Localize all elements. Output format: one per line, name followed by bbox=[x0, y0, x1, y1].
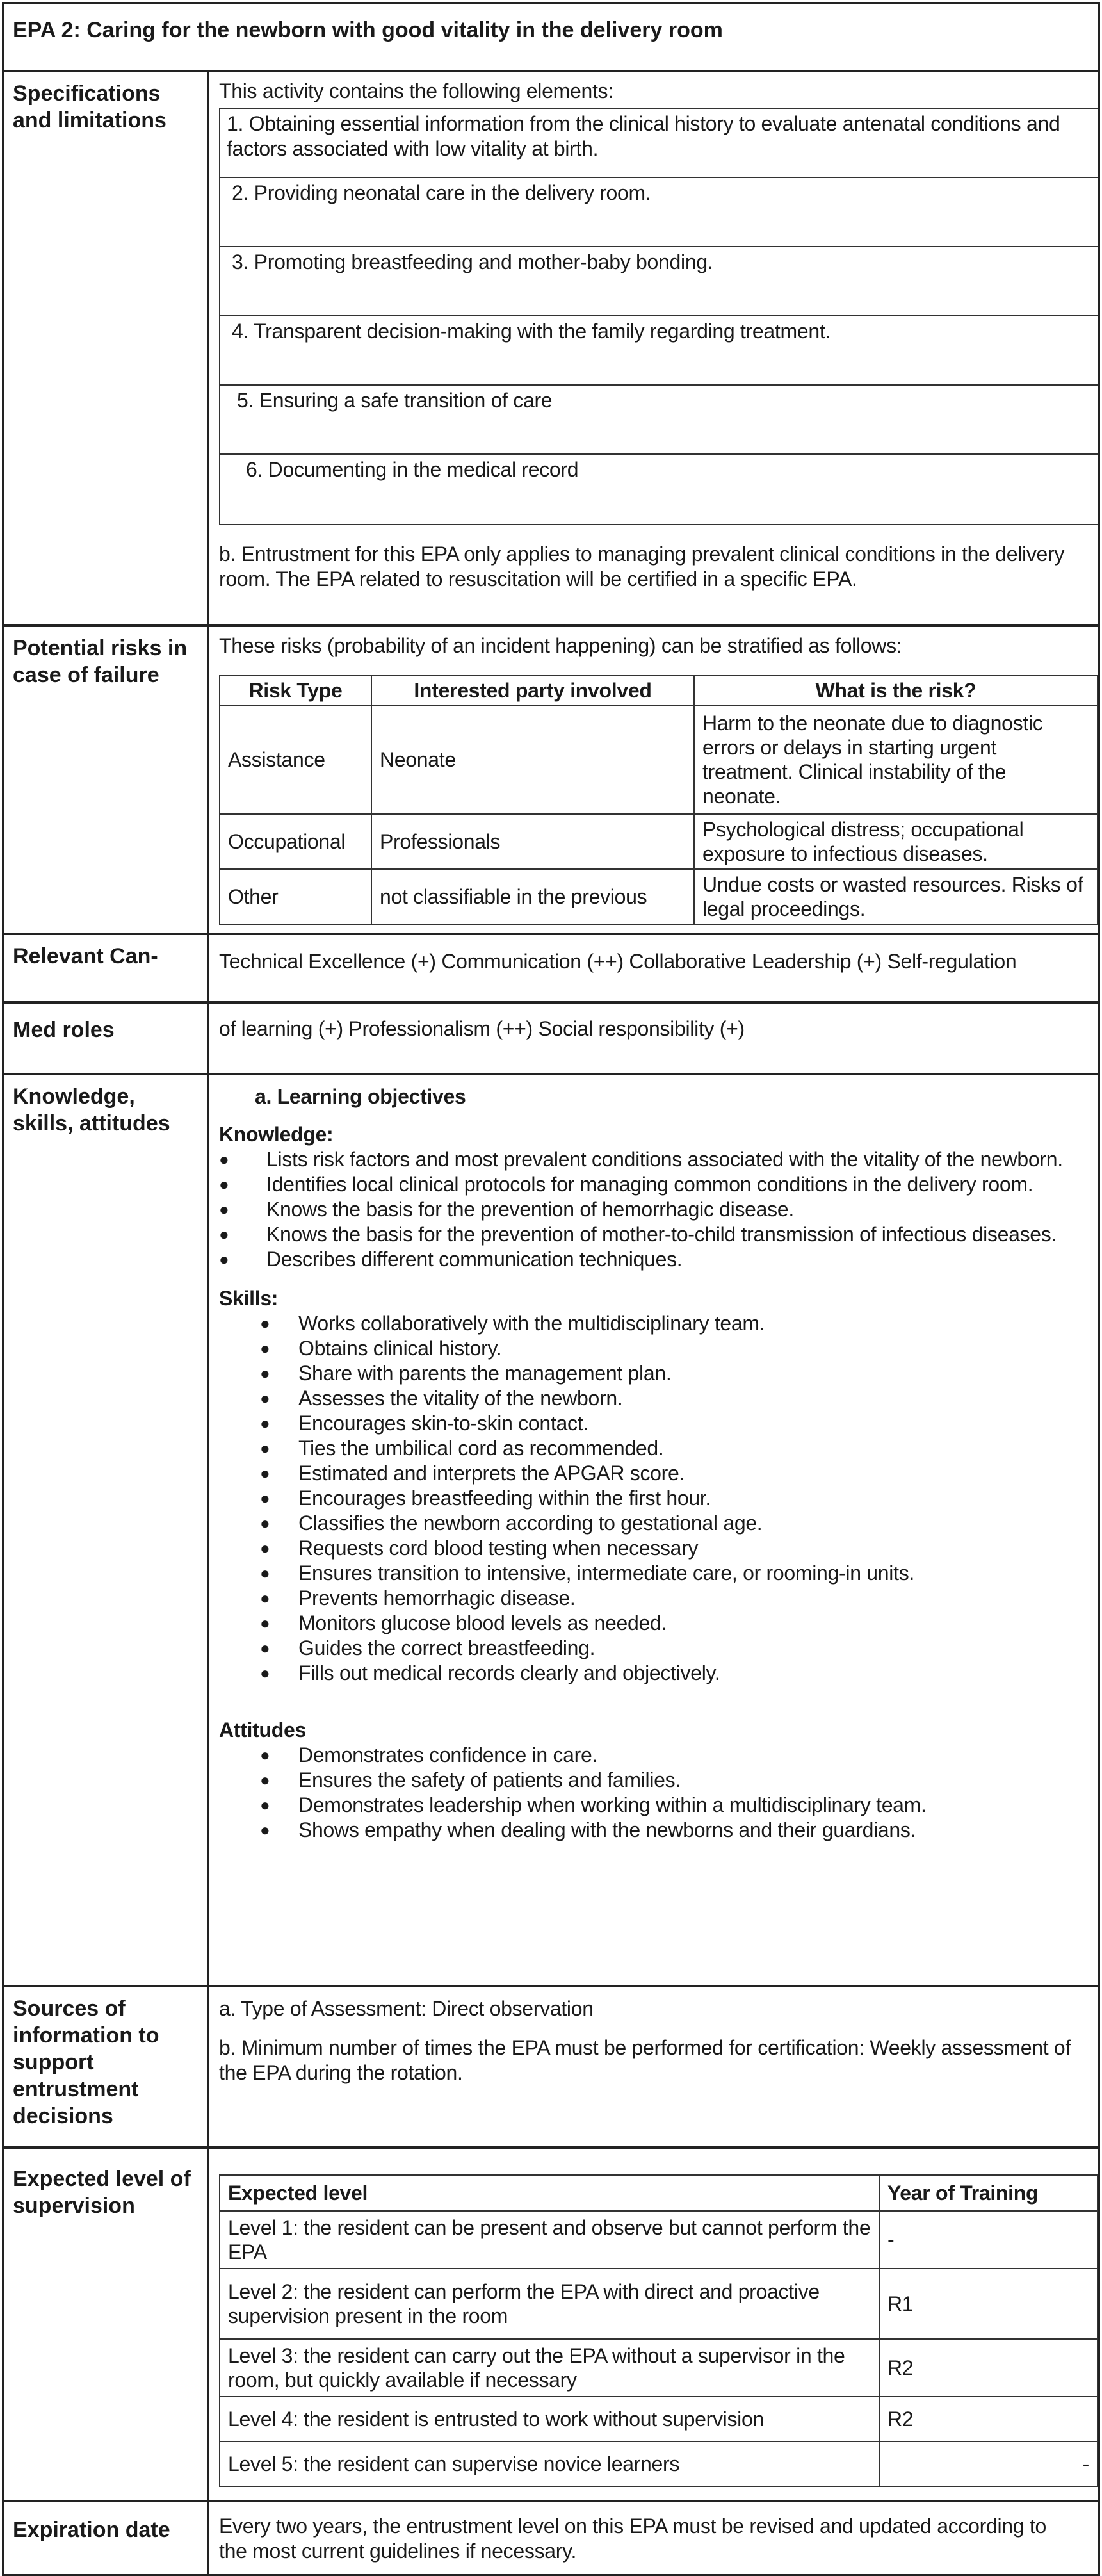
section-label: Expiration date bbox=[4, 2502, 209, 2574]
risk-cell: Psychological distress; occupational exposure to infectious diseases. bbox=[694, 814, 1098, 869]
header-cell: Risk Type bbox=[220, 676, 371, 705]
list-item: ● Shows empathy when dealing with the newborns and their guardians. bbox=[219, 1818, 1079, 1843]
element-item: 1. Obtaining essential information from the clinical history to evaluate antenatal conditions and factors associated with low vitality at birth. bbox=[220, 109, 1098, 178]
list-item: ● Describes different communication techniques. bbox=[219, 1247, 1079, 1272]
risk-cell: Undue costs or wasted resources. Risks of legal proceedings. bbox=[694, 869, 1098, 924]
section-label: Knowledge, skills, attitudes bbox=[4, 1075, 209, 1985]
level-cell: Level 3: the resident can carry out the EPA without a supervisor in the room, but quickly available if necessary bbox=[220, 2339, 879, 2397]
list-item: ● Assesses the vitality of the newborn. bbox=[219, 1386, 1079, 1411]
year-cell: R2 bbox=[879, 2397, 1098, 2441]
risk-cell: Assistance bbox=[220, 705, 371, 814]
supervision-row bbox=[220, 2397, 1098, 2441]
list-item: ● Encourages skin-to-skin contact. bbox=[219, 1411, 1079, 1436]
year-cell: - bbox=[879, 2441, 1098, 2486]
med-roles-text: of learning (+) Professionalism (++) Social responsibility (+) bbox=[219, 1017, 745, 1040]
section-label: Expected level of supervision bbox=[4, 2149, 209, 2500]
elements-list bbox=[219, 108, 1098, 525]
header-cell: Year of Training bbox=[879, 2175, 1098, 2211]
list-item: ● Classifies the newborn according to gestational age. bbox=[219, 1511, 1079, 1536]
document-title: EPA 2: Caring for the newborn with good vitality in the delivery room bbox=[4, 4, 1098, 72]
year-cell: R2 bbox=[879, 2339, 1098, 2397]
list-item: ● Demonstrates confidence in care. bbox=[219, 1743, 1079, 1768]
list-item: ● Obtains clinical history. bbox=[219, 1336, 1079, 1361]
specs-intro: This activity contains the following elements: bbox=[219, 79, 613, 102]
element-item: 5. Ensuring a safe transition of care bbox=[220, 386, 1098, 455]
list-item: ● Knows the basis for the prevention of mother-to-child transmission of infectious diseases. bbox=[219, 1222, 1079, 1247]
list-item: ● Lists risk factors and most prevalent conditions associated with the vitality of the newborn. bbox=[219, 1147, 1079, 1172]
section-sources bbox=[4, 1987, 1098, 2149]
level-cell: Level 4: the resident is entrusted to work without supervision bbox=[220, 2397, 879, 2441]
list-item: ● Ensures the safety of patients and families. bbox=[219, 1768, 1079, 1793]
level-cell: Level 1: the resident can be present and observe but cannot perform the EPA bbox=[220, 2211, 879, 2269]
level-cell: Level 2: the resident can perform the EPA with direct and proactive supervision present in the room bbox=[220, 2269, 879, 2339]
risks-intro: These risks (probability of an incident happening) can be stratified as follows: bbox=[219, 634, 902, 657]
assessment-type: a. Type of Assessment: Direct observation bbox=[219, 1997, 594, 2020]
risk-cell: not classifiable in the previous bbox=[371, 869, 694, 924]
attitudes-list bbox=[219, 1743, 1079, 1843]
list-item: ● Knows the basis for the prevention of hemorrhagic disease. bbox=[219, 1197, 1079, 1222]
supervision-row bbox=[220, 2269, 1098, 2339]
attitudes-heading: Attitudes bbox=[219, 1718, 306, 1741]
supervision-row bbox=[220, 2339, 1098, 2397]
header-cell: What is the risk? bbox=[694, 676, 1098, 705]
element-item: 4. Transparent decision-making with the family regarding treatment. bbox=[220, 316, 1098, 386]
element-item: 2. Providing neonatal care in the delivery room. bbox=[220, 178, 1098, 247]
list-item: ● Requests cord blood testing when necessary bbox=[219, 1536, 1079, 1561]
header-cell: Interested party involved bbox=[371, 676, 694, 705]
section-label: Sources of information to support entrustment decisions bbox=[4, 1987, 209, 2146]
section-supervision bbox=[4, 2149, 1098, 2502]
list-item: ● Ensures transition to intensive, intermediate care, or rooming-in units. bbox=[219, 1561, 1079, 1586]
year-cell: R1 bbox=[879, 2269, 1098, 2339]
section-risks bbox=[4, 627, 1098, 935]
header-cell: Expected level bbox=[220, 2175, 879, 2211]
section-competencies bbox=[4, 935, 1098, 1004]
section-specifications bbox=[4, 72, 1098, 627]
competencies-text: Technical Excellence (+) Communication (++) Collaborative Leadership (+) Self-regulation bbox=[219, 950, 1017, 973]
skills-list bbox=[219, 1311, 1079, 1686]
list-item: ● Identifies local clinical protocols for managing common conditions in the delivery room. bbox=[219, 1172, 1079, 1197]
list-item: ● Monitors glucose blood levels as needed. bbox=[219, 1611, 1079, 1636]
skills-heading: Skills: bbox=[219, 1287, 279, 1310]
section-label: Potential risks in case of failure bbox=[4, 627, 209, 933]
risk-cell: Professionals bbox=[371, 814, 694, 869]
risk-table bbox=[219, 675, 1098, 925]
supervision-row bbox=[220, 2211, 1098, 2269]
section-expiration bbox=[4, 2502, 1098, 2574]
supervision-row bbox=[220, 2441, 1098, 2486]
level-cell: Level 5: the resident can supervise novice learners bbox=[220, 2441, 879, 2486]
list-item: ● Guides the correct breastfeeding. bbox=[219, 1636, 1079, 1661]
list-item: ● Ties the umbilical cord as recommended. bbox=[219, 1436, 1079, 1461]
list-item: ● Share with parents the management plan. bbox=[219, 1361, 1079, 1386]
list-item: ● Fills out medical records clearly and objectively. bbox=[219, 1661, 1079, 1686]
specs-note: b. Entrustment for this EPA only applies to managing prevalent clinical conditions in the delivery room. The EPA related to resuscitation will be certified in a specific EPA. bbox=[219, 542, 1065, 591]
list-item: ● Prevents hemorrhagic disease. bbox=[219, 1586, 1079, 1611]
list-item: ● Estimated and interprets the APGAR score. bbox=[219, 1461, 1079, 1486]
knowledge-list bbox=[219, 1147, 1079, 1272]
learning-objectives-heading: a. Learning objectives bbox=[255, 1085, 466, 1108]
knowledge-heading: Knowledge: bbox=[219, 1123, 334, 1146]
risk-cell: Harm to the neonate due to diagnostic errors or delays in starting urgent treatment. Clinical instability of the neonate. bbox=[694, 705, 1098, 814]
risk-cell: Occupational bbox=[220, 814, 371, 869]
list-item: ● Encourages breastfeeding within the first hour. bbox=[219, 1486, 1079, 1511]
risk-cell: Neonate bbox=[371, 705, 694, 814]
year-cell: - bbox=[879, 2211, 1098, 2269]
section-label: Relevant Can- bbox=[4, 935, 209, 1001]
element-item: 6. Documenting in the medical record bbox=[246, 458, 579, 481]
element-item: 3. Promoting breastfeeding and mother-baby bonding. bbox=[220, 247, 1098, 316]
section-label: Specifications and limitations bbox=[4, 72, 209, 624]
supervision-table bbox=[219, 2174, 1098, 2487]
section-label: Med roles bbox=[4, 1004, 209, 1073]
list-item: ● Demonstrates leadership when working within a multidisciplinary team. bbox=[219, 1793, 1079, 1818]
risk-cell: Other bbox=[220, 869, 371, 924]
epa-document bbox=[2, 2, 1100, 2576]
section-knowledge-skills-attitudes bbox=[4, 1075, 1098, 1987]
risk-row bbox=[220, 705, 1098, 814]
risk-row bbox=[220, 869, 1098, 924]
section-med-roles bbox=[4, 1004, 1098, 1075]
minimum-times: b. Minimum number of times the EPA must be performed for certification: Weekly assessment of the EPA during the rotation. bbox=[219, 2036, 1071, 2084]
list-item: ● Works collaboratively with the multidisciplinary team. bbox=[219, 1311, 1079, 1336]
risk-row bbox=[220, 814, 1098, 869]
expiration-text: Every two years, the entrustment level on this EPA must be revised and updated according to the most current guidelines if necessary. bbox=[219, 2515, 1046, 2563]
